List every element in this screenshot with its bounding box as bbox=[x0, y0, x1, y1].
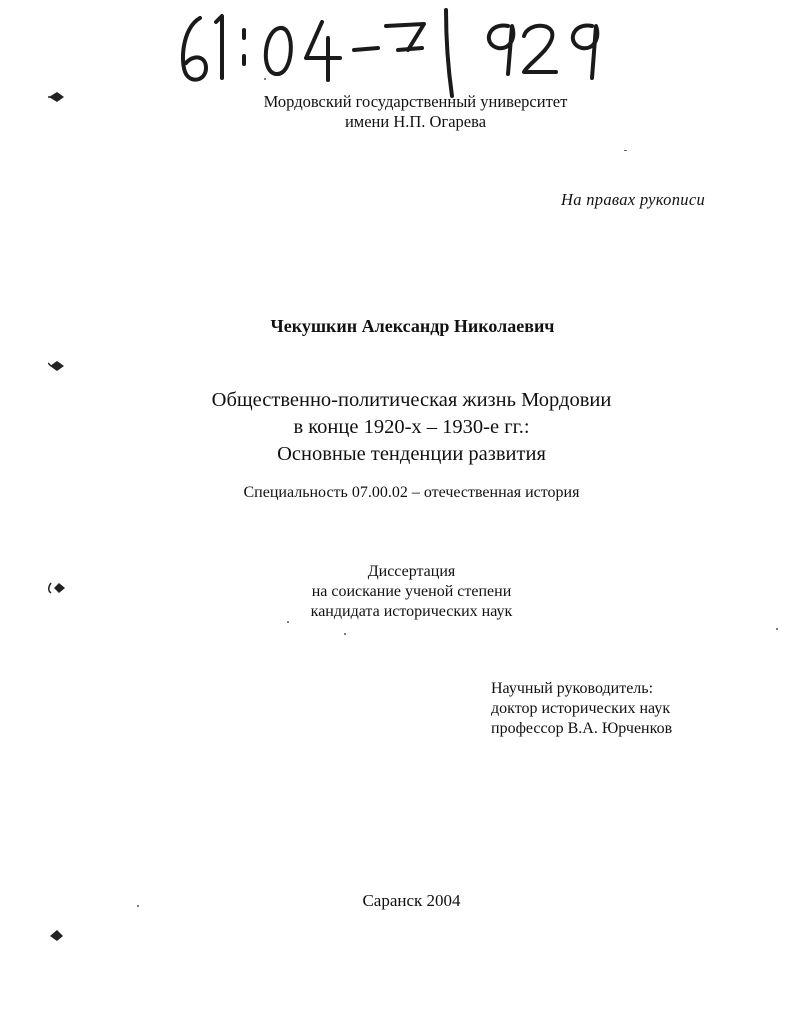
manuscript-rights-note: На правах рукописи bbox=[561, 190, 705, 209]
city-year: Саранск 2004 bbox=[362, 891, 461, 910]
binding-mark-icon bbox=[48, 928, 66, 942]
university-name: Мордовский государственный университет bbox=[263, 92, 568, 111]
scan-speck bbox=[264, 78, 266, 80]
thesis-line-3: кандидата исторических наук bbox=[310, 603, 513, 620]
thesis-description bbox=[0, 562, 791, 622]
dissertation-title bbox=[0, 387, 791, 468]
title-line-3: Основные тенденции развития bbox=[277, 443, 546, 465]
handwritten-archive-code bbox=[172, 8, 612, 100]
scan-speck bbox=[624, 150, 627, 151]
supervisor-degree: доктор исторических наук bbox=[491, 700, 671, 717]
scan-speck bbox=[776, 628, 778, 630]
title-line-2: в конце 1920-х – 1930-е гг.: bbox=[293, 416, 530, 438]
university-header bbox=[0, 92, 791, 132]
handwritten-archive-code-drawing bbox=[172, 8, 612, 100]
supervisor-block bbox=[491, 679, 672, 739]
title-line-1: Общественно-политическая жизнь Мордовии bbox=[211, 389, 612, 411]
binding-mark-icon bbox=[48, 359, 66, 373]
author-name: Чекушкин Александр Николаевич bbox=[270, 316, 555, 336]
specialty-line: Специальность 07.00.02 – отечественная история bbox=[243, 484, 580, 501]
thesis-line-2: на соискание ученой степени bbox=[311, 583, 512, 600]
thesis-line-1: Диссертация bbox=[367, 563, 456, 580]
supervisor-name: профессор В.А. Юрченков bbox=[491, 720, 673, 737]
university-named-after: имени Н.П. Огарева bbox=[344, 112, 487, 131]
supervisor-label: Научный руководитель: bbox=[491, 680, 654, 697]
scan-speck bbox=[344, 633, 346, 635]
